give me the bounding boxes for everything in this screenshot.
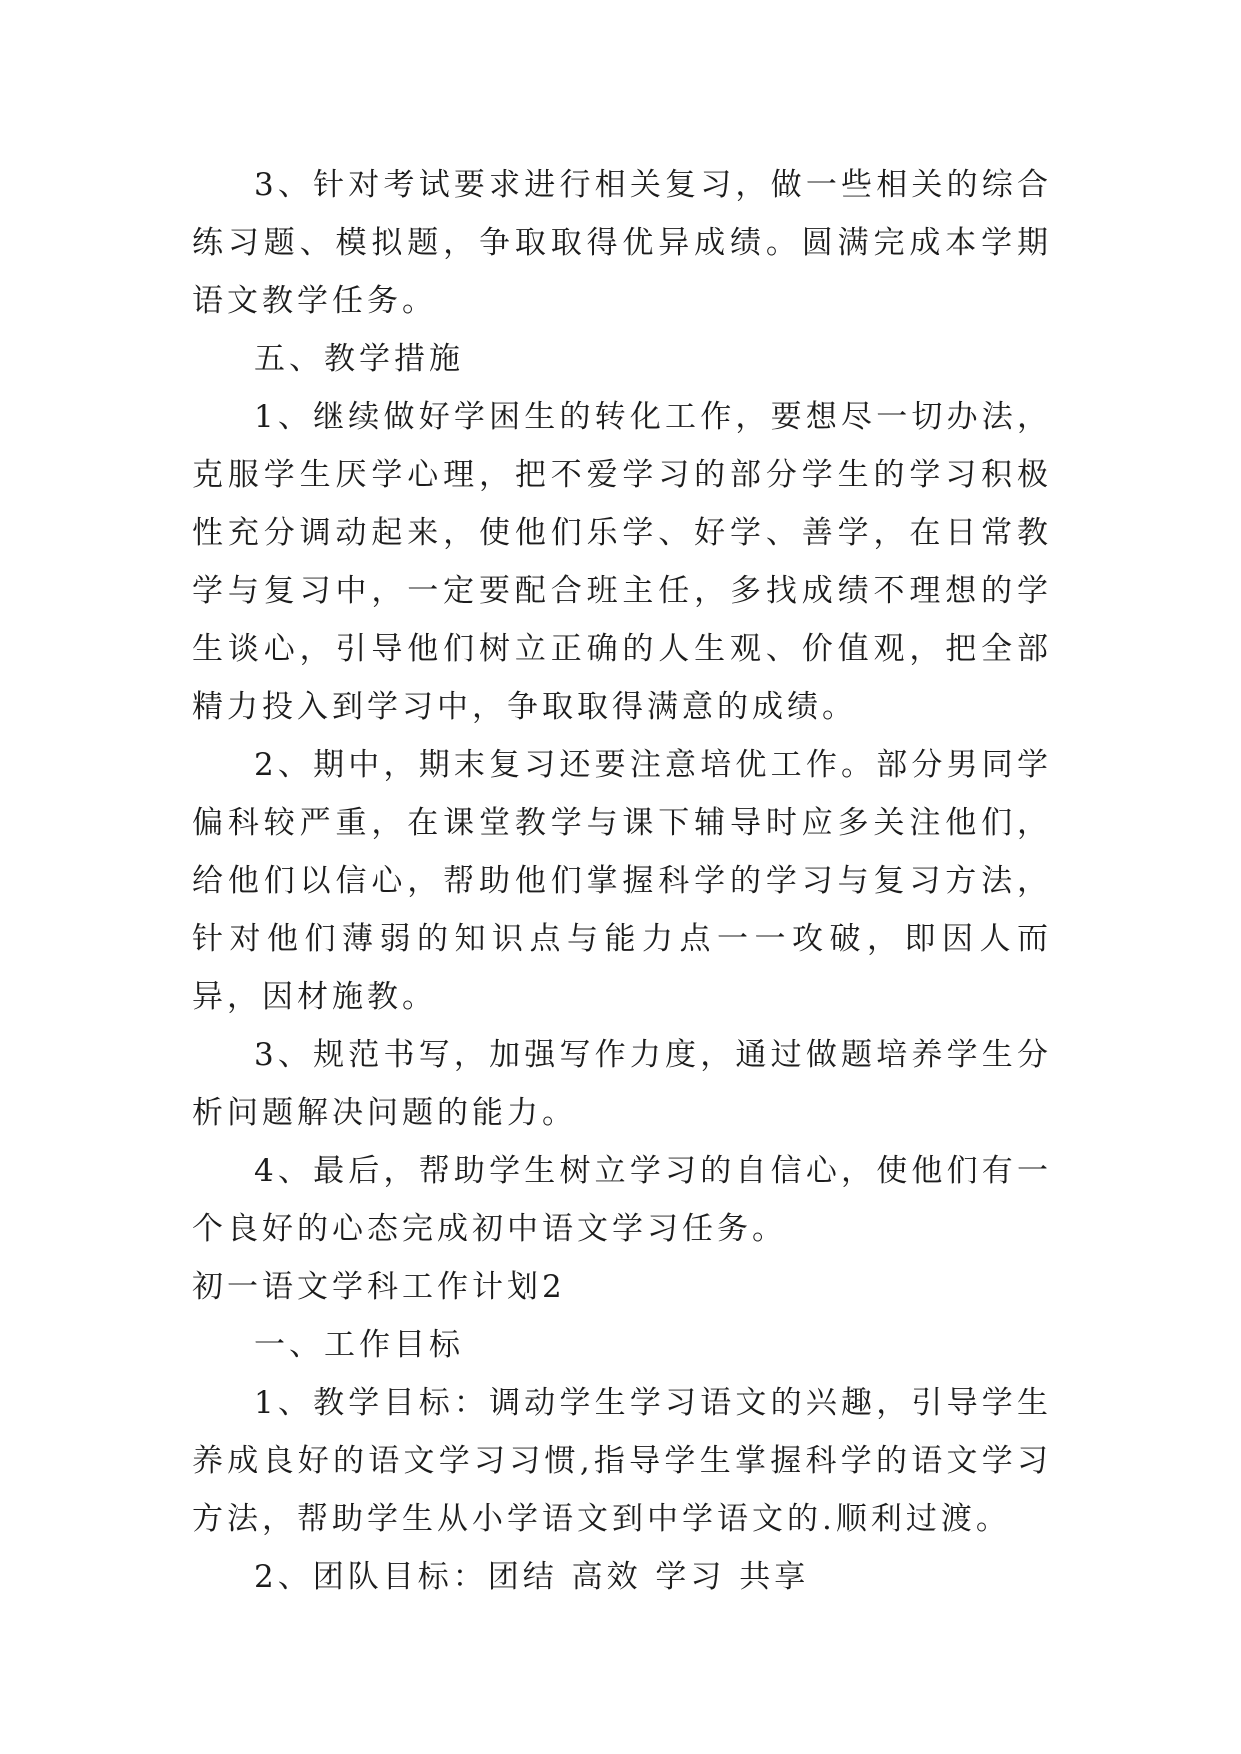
paragraph-team-goal: 2、团队目标：团结 高效 学习 共享 bbox=[254, 1559, 810, 1595]
paragraph-measure-1: 1、继续做好学困生的转化工作，要想尽一切办法，克服学生厌学心理，把不爱学习的部分学生的学习积极性充分调动起来，使他们乐学、好学、善学，在日常教学与复习中，一定要配合班主任，多找成绩不理想的学生谈心，引导他们树立正确的人生观、价值观，把全部精力投入到学习中，争取取得满意的成绩。 bbox=[192, 399, 1052, 725]
document-title-plan-2: 初一语文学科工作计划2 bbox=[192, 1269, 566, 1305]
paragraph-measure-3: 3、规范书写，加强写作力度，通过做题培养学生分析问题解决问题的能力。 bbox=[192, 1037, 1052, 1131]
paragraph-measure-2: 2、期中，期末复习还要注意培优工作。部分男同学偏科较严重，在课堂教学与课下辅导时应多关注他们，给他们以信心，帮助他们掌握科学的学习与复习方法，针对他们薄弱的知识点与能力点一一攻破，即因人而异，因材施教。 bbox=[192, 747, 1052, 1015]
paragraph-review-exam: 3、针对考试要求进行相关复习，做一些相关的综合练习题、模拟题，争取取得优异成绩。圆满完成本学期语文教学任务。 bbox=[192, 167, 1052, 319]
section-heading-teaching-measures: 五、教学措施 bbox=[254, 341, 464, 377]
paragraph-measure-4: 4、最后，帮助学生树立学习的自信心，使他们有一个良好的心态完成初中语文学习任务。 bbox=[192, 1153, 1052, 1247]
document-body bbox=[192, 156, 1052, 1606]
section-heading-work-goals: 一、工作目标 bbox=[254, 1327, 464, 1363]
paragraph-teaching-goal: 1、教学目标：调动学生学习语文的兴趣，引导学生养成良好的语文学习习惯,指导学生掌握科学的语文学习方法，帮助学生从小学语文到中学语文的.顺利过渡。 bbox=[192, 1385, 1052, 1537]
